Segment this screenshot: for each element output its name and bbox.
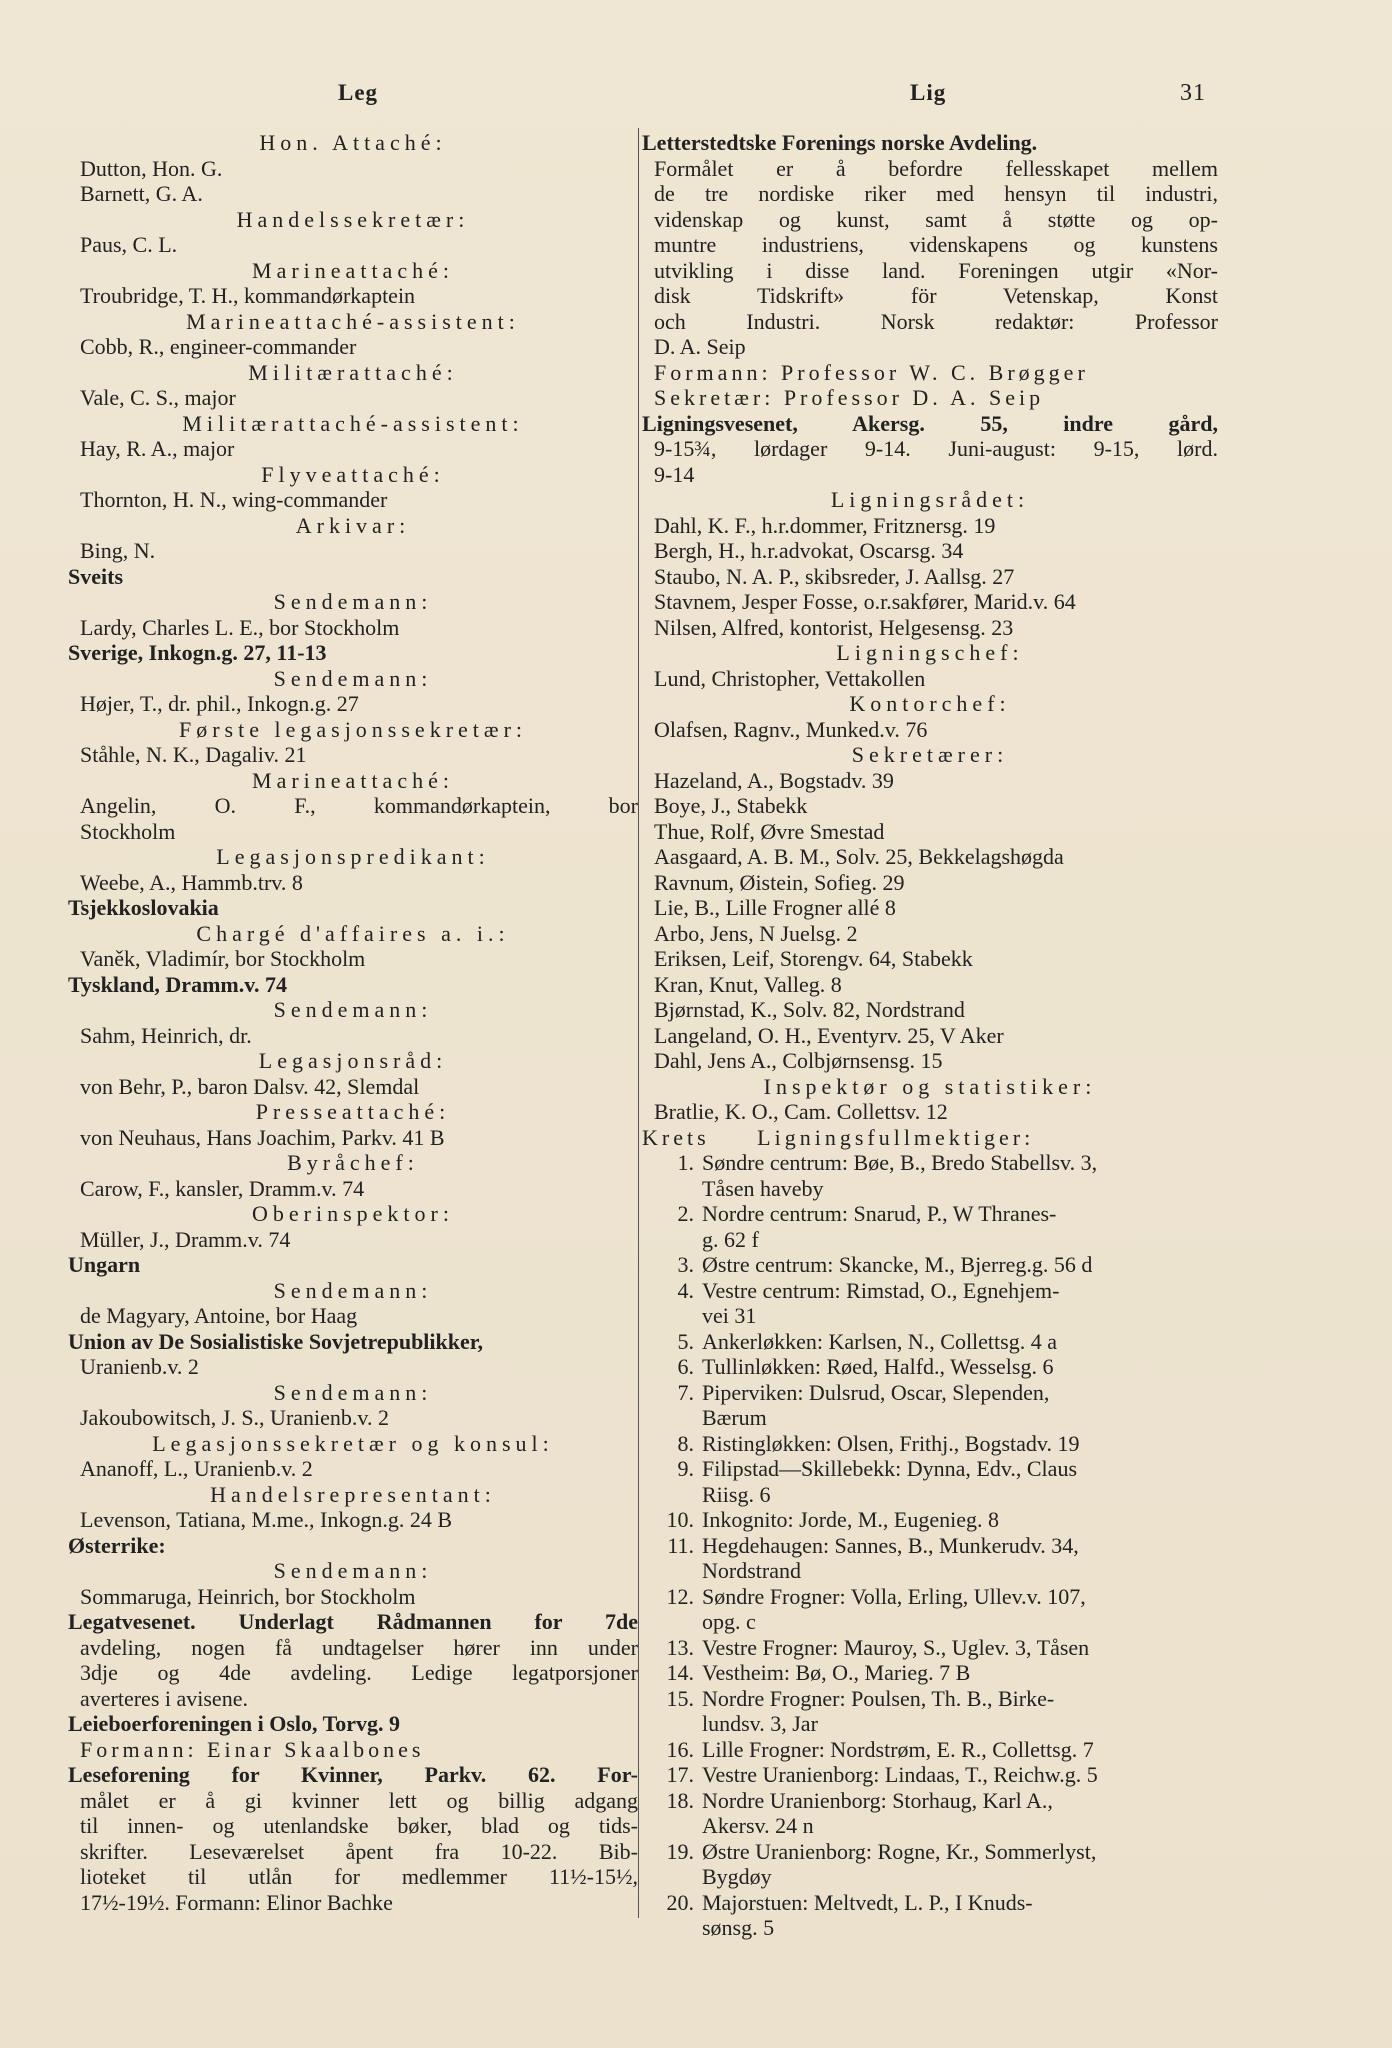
entry-line: disk Tidskrift» för Vetenskap, Konst: [654, 283, 1218, 308]
entry-line: Højer, T., dr. phil., Inkogn.g. 27: [80, 691, 359, 716]
entry-line: Ananoff, L., Uranienb.v. 2: [80, 1456, 313, 1481]
column-divider: [638, 128, 639, 1918]
district-text: Nordre Frogner: Poulsen, Th. B., Birke-: [702, 1685, 1055, 1711]
role-heading: Sendemann:: [273, 1277, 433, 1303]
role-heading: Marineattaché:: [252, 767, 454, 793]
entry-line: videnskap og kunst, samt å støtte og op-: [654, 206, 1218, 232]
role-heading: Sendemann:: [273, 1558, 433, 1583]
running-header-left: Leg: [338, 80, 379, 105]
entry-line: Ståhle, N. K., Dagaliv. 21: [80, 742, 307, 767]
entry-line: Olafsen, Ragnv., Munked.v. 76: [654, 716, 928, 742]
entry-line: Dahl, K. F., h.r.dommer, Fritznersg. 19: [654, 512, 996, 538]
district-number: 11.: [667, 1532, 694, 1558]
numbered-district-entry: [642, 1737, 1218, 1763]
section-heading: Legatvesenet. Underlagt Rådmannen for 7de: [68, 1609, 638, 1634]
role-heading: Militærattaché-assistent:: [182, 410, 524, 436]
section-heading: Union av De Sosialistiske Sovjetrepublikker,: [68, 1328, 484, 1354]
role-heading: Kontorchef:: [849, 691, 1011, 716]
numbered-district-entry: [642, 1890, 1218, 1916]
entry-line: Boye, J., Stabekk: [654, 793, 808, 818]
entry-line: Aasgaard, A. B. M., Solv. 25, Bekkelagshøgda: [654, 844, 1064, 869]
entry-line: 3dje og 4de avdeling. Ledige legatporsjoner: [80, 1660, 638, 1685]
entry-line: Sommaruga, Heinrich, bor Stockholm: [80, 1583, 416, 1609]
district-number: 3.: [677, 1252, 694, 1277]
role-heading: Hon. Attaché:: [259, 130, 447, 155]
entry-line: Lie, B., Lille Frogner allé 8: [654, 895, 896, 920]
section-heading: Tyskland, Dramm.v. 74: [68, 971, 288, 997]
district-text: Filipstad—Skillebekk: Dynna, Edv., Claus: [702, 1456, 1077, 1481]
role-heading: Marineattaché:: [252, 257, 454, 283]
entry-line: de Magyary, Antoine, bor Haag: [80, 1303, 358, 1328]
entry-line: Ravnum, Øistein, Sofieg. 29: [654, 869, 905, 895]
continuation-line: g. 62 f: [702, 1226, 759, 1252]
entry-line: Levenson, Tatiana, M.me., Inkogn.g. 24 B: [80, 1507, 452, 1532]
numbered-district-entry: [642, 1686, 1218, 1712]
district-number: 1.: [677, 1150, 694, 1175]
role-heading: Legasjonspredikant:: [216, 844, 490, 869]
district-text: Vestre centrum: Rimstad, O., Egnehjem-: [702, 1277, 1060, 1303]
role-heading: Inspektør og statistiker:: [763, 1073, 1097, 1099]
continuation-line: opg. c: [702, 1609, 756, 1634]
role-heading: Legasjonsråd:: [258, 1048, 448, 1073]
continuation-line: Tåsen haveby: [702, 1175, 824, 1201]
entry-line: D. A. Seip: [654, 334, 746, 359]
role-heading: Chargé d'affaires a. i.:: [196, 920, 510, 946]
entry-line: Lardy, Charles L. E., bor Stockholm: [80, 614, 400, 640]
role-heading: Ligningschef:: [836, 640, 1024, 665]
entry-line: 17½-19½. Formann: Elinor Bachke: [80, 1889, 393, 1915]
continuation-line: Nordstrand: [702, 1558, 801, 1583]
entry-line: Thornton, H. N., wing-commander: [80, 487, 388, 512]
role-heading: Handelssekretær:: [236, 206, 470, 232]
district-text: Inkognito: Jorde, M., Eugenieg. 8: [702, 1507, 999, 1532]
district-number: 20.: [666, 1889, 694, 1915]
entry-line: Jakoubowitsch, J. S., Uranienb.v. 2: [80, 1405, 389, 1430]
page-number: 31: [1180, 80, 1206, 106]
entry-line: Carow, F., kansler, Dramm.v. 74: [80, 1175, 365, 1201]
entry-line: Paus, C. L.: [80, 232, 178, 257]
district-text: Nordre centrum: Snarud, P., W Thranes-: [702, 1201, 1057, 1226]
section-heading: Tsjekkoslovakia: [68, 895, 219, 920]
role-heading: Sendemann:: [273, 589, 433, 614]
numbered-district-entry: [642, 1278, 1218, 1304]
entry-line: Stavnem, Jesper Fosse, o.r.sakfører, Marid.v. 64: [654, 589, 1076, 614]
section-heading: Sveits: [68, 563, 123, 589]
district-list-heading: Krets Ligningsfullmektiger:: [642, 1124, 1035, 1150]
entry-line: Dahl, Jens A., Colbjørnsensg. 15: [654, 1048, 943, 1073]
numbered-district-entry: [642, 1762, 1218, 1788]
numbered-district-entry: [642, 1635, 1218, 1661]
district-number: 2.: [677, 1201, 694, 1226]
entry-line: Bjørnstad, K., Solv. 82, Nordstrand: [654, 997, 965, 1022]
entry-line: Vale, C. S., major: [80, 385, 236, 410]
continuation-line: lundsv. 3, Jar: [702, 1711, 818, 1736]
role-heading: Første legasjonssekretær:: [178, 716, 528, 742]
district-number: 12.: [666, 1583, 694, 1609]
section-heading: Østerrike:: [68, 1532, 166, 1558]
district-text: Vestheim: Bø, O., Marieg. 7 B: [702, 1660, 971, 1685]
section-heading: Sverige, Inkogn.g. 27, 11-13: [68, 640, 327, 665]
numbered-district-entry: [642, 1431, 1218, 1457]
district-number: 9.: [677, 1456, 694, 1481]
role-heading: Legasjonssekretær og konsul:: [152, 1430, 554, 1456]
continuation-line: Bygdøy: [702, 1864, 772, 1889]
entry-line: Vaněk, Vladimír, bor Stockholm: [80, 946, 366, 971]
role-heading: Sekretærer:: [851, 742, 1009, 767]
role-heading: Sendemann:: [273, 997, 433, 1022]
district-text: Østre centrum: Skancke, M., Bjerreg.g. 56 d: [702, 1252, 1093, 1277]
numbered-district-entry: [642, 1456, 1218, 1482]
left-column: [68, 130, 638, 1915]
officer-line: Sekretær: Professor D. A. Seip: [654, 385, 1045, 410]
entry-line: Cobb, R., engineer-commander: [80, 334, 357, 359]
district-text: Tullinløkken: Røed, Halfd., Wesselsg. 6: [702, 1354, 1054, 1379]
numbered-district-entry: [642, 1329, 1218, 1355]
role-heading: Sendemann:: [273, 1379, 433, 1405]
entry-line: Thue, Rolf, Øvre Smestad: [654, 818, 885, 844]
role-heading: Handelsrepresentant:: [210, 1481, 496, 1507]
district-text: Ankerløkken: Karlsen, N., Collettsg. 4 a: [702, 1328, 1057, 1354]
entry-line: Hay, R. A., major: [80, 436, 235, 461]
numbered-district-entry: [642, 1201, 1218, 1227]
district-number: 19.: [666, 1838, 694, 1864]
entry-line: von Neuhaus, Hans Joachim, Parkv. 41 B: [80, 1124, 445, 1150]
entry-line: averteres i avisene.: [80, 1685, 248, 1711]
entry-line: målet er å gi kvinner lett og billig adgang: [80, 1787, 638, 1813]
role-heading: Oberinspektor:: [252, 1201, 454, 1226]
entry-line: Barnett, G. A.: [80, 181, 203, 206]
numbered-district-entry: [642, 1788, 1218, 1814]
section-heading: Ligningsvesenet, Akersg. 55, indre gård,: [642, 410, 1218, 436]
numbered-district-entry: [642, 1507, 1218, 1533]
entry-line: von Behr, P., baron Dalsv. 42, Slemdal: [80, 1073, 420, 1099]
district-number: 7.: [677, 1379, 694, 1405]
continuation-line: Akersv. 24 n: [702, 1813, 814, 1838]
district-text: Søndre Frogner: Volla, Erling, Ullev.v. 107,: [702, 1583, 1086, 1609]
district-text: Hegdehaugen: Sannes, B., Munkerudv. 34,: [702, 1532, 1079, 1558]
district-text: Vestre Uranienborg: Lindaas, T., Reichw.g. 5: [702, 1762, 1098, 1787]
entry-line: Troubridge, T. H., kommandørkaptein: [80, 283, 416, 308]
role-heading: Marineattaché-assistent:: [186, 308, 520, 334]
continuation-line: sønsg. 5: [702, 1915, 775, 1940]
entry-line: Stockholm: [80, 818, 176, 844]
entry-line: Eriksen, Leif, Storengv. 64, Stabekk: [654, 946, 973, 971]
section-heading: Leseforening for Kvinner, Parkv. 62. For-: [68, 1762, 638, 1787]
role-heading: Flyveattaché:: [261, 461, 445, 487]
entry-line: Sahm, Heinrich, dr.: [80, 1022, 252, 1048]
district-text: Ristingløkken: Olsen, Frithj., Bogstadv. 19: [702, 1430, 1080, 1456]
role-heading: Ligningsrådet:: [830, 487, 1030, 512]
officer-line: Formann: Professor W. C. Brøgger: [654, 359, 1089, 385]
district-text: Nordre Uranienborg: Storhaug, Karl A.,: [702, 1787, 1053, 1813]
running-header-middle: Lig: [910, 80, 947, 105]
entry-line: Uranienb.v. 2: [80, 1354, 199, 1379]
entry-line: muntre industriens, videnskapens og kunstens: [654, 232, 1218, 257]
entry-line: til innen- og utenlandske bøker, blad og tids-: [80, 1813, 638, 1838]
entry-line: Formålet er å befordre fellesskapet mellem: [654, 155, 1218, 181]
entry-line: Arbo, Jens, N Juelsg. 2: [654, 920, 858, 946]
continuation-line: Bærum: [702, 1405, 767, 1430]
district-text: Vestre Frogner: Mauroy, S., Uglev. 3, Tåsen: [702, 1634, 1090, 1660]
district-number: 13.: [666, 1634, 694, 1660]
entry-line: de tre nordiske riker med hensyn til industri,: [654, 181, 1218, 206]
entry-line: avdeling, nogen få undtagelser hører inn under: [80, 1634, 638, 1660]
role-heading: Militærattaché:: [248, 359, 458, 385]
district-number: 18.: [666, 1787, 694, 1813]
district-number: 4.: [677, 1277, 694, 1303]
district-text: Østre Uranienborg: Rogne, Kr., Sommerlyst,: [702, 1838, 1097, 1864]
entry-line: skrifter. Leseværelset åpent fra 10-22. Bib-: [80, 1838, 638, 1864]
continuation-line: vei 31: [702, 1303, 757, 1328]
section-heading: Letterstedtske Forenings norske Avdeling.: [642, 130, 1038, 155]
district-number: 5.: [677, 1328, 694, 1354]
entry-line: 9-15¾, lørdager 9-14. Juni-august: 9-15, lørd.: [654, 436, 1218, 461]
entry-line: och Industri. Norsk redaktør: Professor: [654, 308, 1218, 334]
district-text: Lille Frogner: Nordstrøm, E. R., Collettsg. 7: [702, 1736, 1094, 1762]
role-heading: Byråchef:: [287, 1150, 419, 1175]
entry-line: Langeland, O. H., Eventyrv. 25, V Aker: [654, 1022, 1004, 1048]
entry-line: Bing, N.: [80, 538, 156, 563]
numbered-district-entry: [642, 1660, 1218, 1686]
district-number: 16.: [666, 1736, 694, 1762]
district-text: Søndre centrum: Bøe, B., Bredo Stabellsv. 3,: [702, 1150, 1098, 1175]
role-heading: Arkivar:: [295, 512, 411, 538]
district-number: 15.: [666, 1685, 694, 1711]
numbered-district-entry: [642, 1533, 1218, 1559]
district-text: Majorstuen: Meltvedt, L. P., I Knuds-: [702, 1889, 1033, 1915]
entry-line: Bergh, H., h.r.advokat, Oscarsg. 34: [654, 538, 964, 563]
district-number: 6.: [677, 1354, 694, 1379]
district-number: 8.: [677, 1430, 694, 1456]
numbered-district-entry: [642, 1354, 1218, 1380]
district-number: 17.: [666, 1762, 694, 1787]
entry-line: Nilsen, Alfred, kontorist, Helgesensg. 23: [654, 614, 1014, 640]
entry-line: Hazeland, A., Bogstadv. 39: [654, 767, 894, 793]
entry-line: Bratlie, K. O., Cam. Collettsv. 12: [654, 1099, 948, 1124]
entry-line: Kran, Knut, Valleg. 8: [654, 971, 842, 997]
numbered-district-entry: [642, 1252, 1218, 1278]
continuation-line: Riisg. 6: [702, 1481, 771, 1507]
entry-line: Angelin, O. F., kommandørkaptein, bor: [80, 793, 638, 818]
district-number: 10.: [666, 1507, 694, 1532]
role-heading: Presseattaché:: [255, 1099, 451, 1124]
entry-line: Weebe, A., Hammb.trv. 8: [80, 869, 303, 895]
officer-line: Formann: Einar Skaalbones: [80, 1736, 425, 1762]
numbered-district-entry: [642, 1839, 1218, 1865]
district-text: Piperviken: Dulsrud, Oscar, Slependen,: [702, 1379, 1050, 1405]
entry-line: 9-14: [654, 461, 695, 487]
numbered-district-entry: [642, 1584, 1218, 1610]
entry-line: Staubo, N. A. P., skibsreder, J. Aallsg. 27: [654, 563, 1015, 589]
right-column: [642, 130, 1218, 1941]
section-heading: Leieboerforeningen i Oslo, Torvg. 9: [68, 1711, 401, 1736]
role-heading: Sendemann:: [273, 665, 433, 691]
entry-line: Müller, J., Dramm.v. 74: [80, 1226, 291, 1252]
entry-line: Dutton, Hon. G.: [80, 155, 223, 181]
entry-line: Lund, Christopher, Vettakollen: [654, 665, 926, 691]
numbered-district-entry: [642, 1380, 1218, 1406]
entry-line: lioteket til utlån for medlemmer 11½-15½,: [80, 1864, 638, 1889]
district-number: 14.: [666, 1660, 694, 1685]
entry-line: utvikling i disse land. Foreningen utgir «Nor-: [654, 257, 1218, 283]
section-heading: Ungarn: [68, 1252, 141, 1277]
numbered-district-entry: [642, 1150, 1218, 1176]
